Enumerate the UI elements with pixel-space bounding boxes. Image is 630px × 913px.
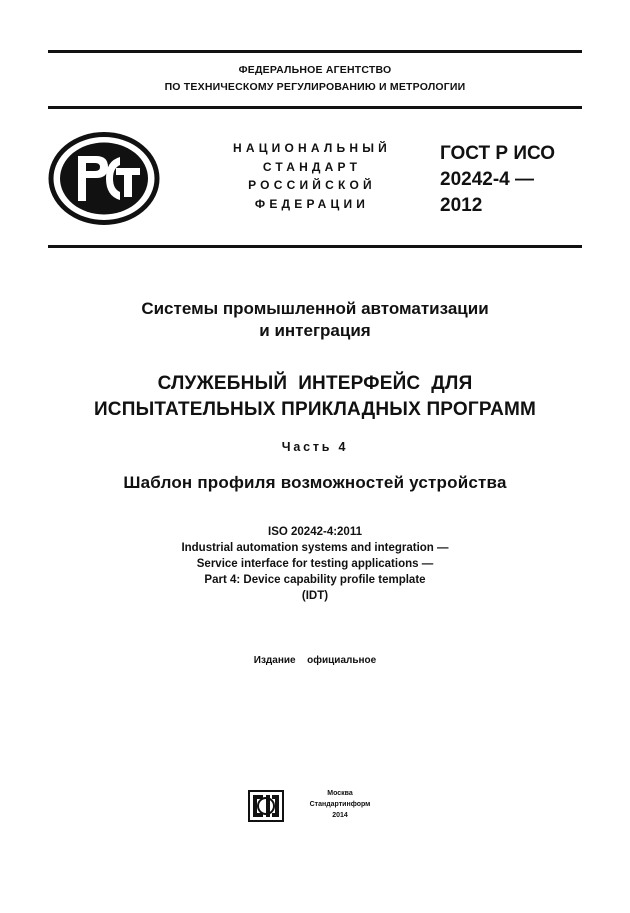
top-rule <box>48 50 582 53</box>
series-title-line2: и интеграция <box>259 321 371 340</box>
iso-title-line3: Part 4: Device capability profile template <box>204 574 426 586</box>
iso-title-line4: (IDT) <box>301 590 329 602</box>
standartinform-logo-icon <box>248 790 284 822</box>
main-title-line2: ИСПЫТАТЕЛЬНЫХ ПРИКЛАДНЫХ ПРОГРАММ <box>93 399 537 420</box>
main-title <box>48 371 582 423</box>
designation-line2: 20242-4 — <box>440 169 535 190</box>
national-standard-line2: СТАНДАРТ <box>262 159 362 174</box>
designation-line1: ГОСТ Р ИСО <box>440 143 556 164</box>
main-title-line1: СЛУЖЕБНЫЙ ИНТЕРФЕЙС ДЛЯ <box>157 373 473 394</box>
series-title <box>48 298 582 342</box>
part-label: Часть 4 <box>281 440 349 454</box>
gost-r-logo-icon <box>48 131 160 226</box>
header-divider <box>48 106 582 109</box>
national-standard-line1: НАЦИОНАЛЬНЫЙ <box>232 141 392 155</box>
edition-label: Издание официальное <box>253 655 377 666</box>
designation-line3: 2012 <box>440 195 483 216</box>
series-title-line1: Системы промышленной автоматизации <box>141 299 489 318</box>
national-standard-label <box>222 139 402 213</box>
agency-name-line2: ПО ТЕХНИЧЕСКОМУ РЕГУЛИРОВАНИЮ И МЕТРОЛОГИИ <box>164 81 466 93</box>
agency-name-line1: ФЕДЕРАЛЬНОЕ АГЕНТСТВО <box>238 64 392 76</box>
national-standard-line4: ФЕДЕРАЦИИ <box>254 196 370 211</box>
publisher-year: 2014 <box>332 812 348 819</box>
iso-reference <box>48 524 582 604</box>
standard-designation <box>440 141 590 219</box>
iso-code: ISO 20242-4:2011 <box>268 526 362 538</box>
national-standard-line3: РОССИЙСКОЙ <box>248 178 376 192</box>
part-title: Шаблон профиля возможностей устройства <box>123 473 507 492</box>
iso-title-line1: Industrial automation systems and integration — <box>181 542 449 554</box>
title-divider <box>48 245 582 248</box>
iso-title-line2: Service interface for testing applications — <box>196 558 434 570</box>
publisher-name: Стандартинформ <box>309 801 371 808</box>
publisher-info <box>292 788 388 821</box>
publisher-city: Москва <box>327 790 353 797</box>
